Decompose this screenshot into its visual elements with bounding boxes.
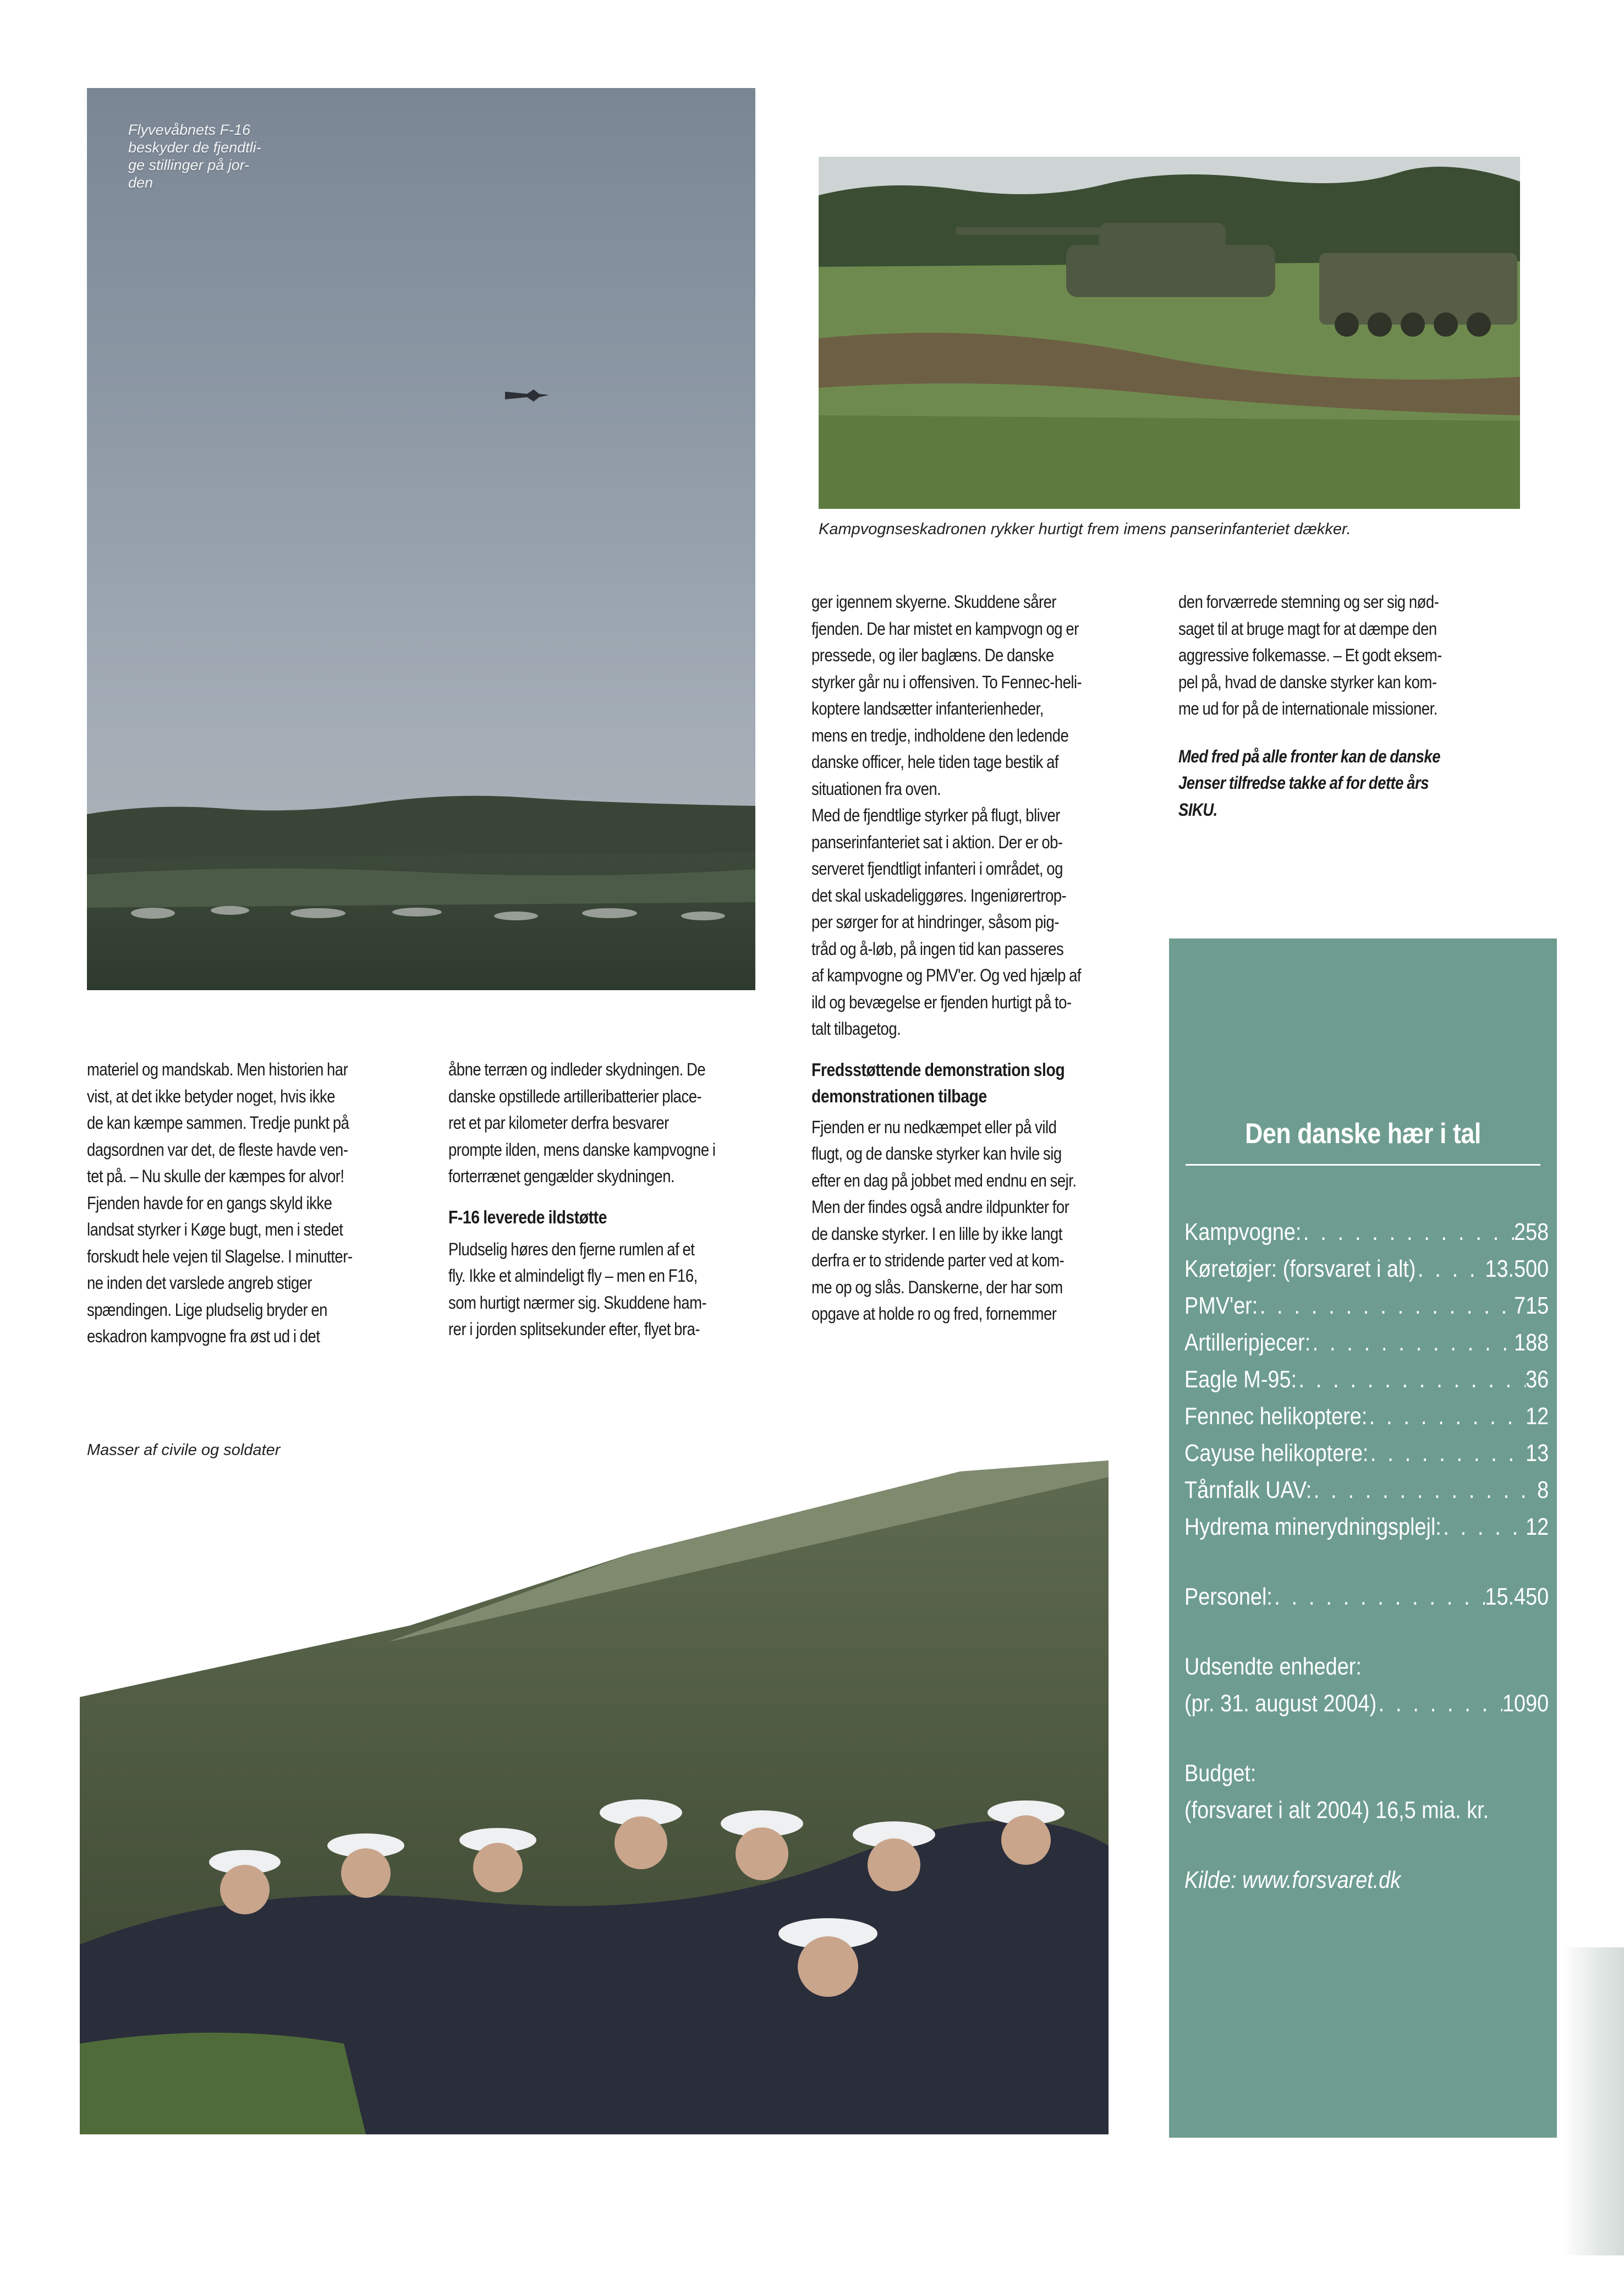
tanks-photo-caption: Kampvognseskadronen rykker hurtigt frem imens panserinfanteriet dækker. xyxy=(819,520,1351,538)
f16-photo xyxy=(87,88,755,990)
stats-list xyxy=(1184,1214,1549,1898)
tanks-photo xyxy=(819,157,1520,509)
stat-row: PMV'er: . . . 715 xyxy=(1184,1287,1549,1324)
crowd-photo-image xyxy=(80,1461,1109,2134)
f16-section-heading: F-16 leverede ildstøtte xyxy=(448,1206,607,1227)
page-edge-shadow xyxy=(1562,1947,1624,2255)
stat-row: Kampvogne: . . . 258 xyxy=(1184,1214,1549,1250)
closing-remark: Med fred på alle fronter kan de danske xyxy=(1178,746,1440,766)
article-column-4: den forværrede stemning og ser sig nød- saget til at bruge magt for at dæmpe den aggressive folkemasse. – Et godt eksem- pel på, hvad de danske styrker kan kom- me ud for på de internationale missioner. Med fred på alle fronter kan de danske Jenser tilfredse takke af for dette års SIKU. xyxy=(1178,589,1510,823)
stat-budget: Budget: (forsvaret i alt 2004) 16,5 mia. kr. xyxy=(1184,1760,1489,1824)
stat-row: Eagle M-95: . . . 36 xyxy=(1184,1361,1549,1398)
f16-photo-caption: Flyvevåbnets F-16 beskyder de fjendtli- ge stillinger på jor- den xyxy=(128,122,261,191)
article-column-2: åbne terræn og indleder skydningen. De danske opstillede artilleribatterier place- ret et par kilometer derfra besvarer prompte ilden, mens danske kampvogne i forterrænet gengælder skydningen. F-16 leverede ildstøtte Pludselig høres den fjerne rumlen af et fly. Ikke et almindeligt fly – men en F16, som hurtigt nærmer sig. Skuddene ham- rer i jorden splitsekunder efter, flyet bra- xyxy=(448,1056,765,1343)
stat-row: Artilleripjecer: . . . 188 xyxy=(1184,1324,1549,1361)
article-column-1: materiel og mandskab. Men historien har vist, at det ikke betyder noget, hvis ikke de kan kæmpe sammen. Tredje punkt på dagsordnen var det, de fleste havde ven- tet på. – Nu skulle der kæmpes for alvor! Fjenden havde for en gangs skyld ikke landsat styrker i Køge bugt, men i stedet forskudt hele vejen til Slagelse. I minutter- ne inden det varslede angreb stiger spændingen. Lige pludselig bryder en eskadron kampvogne fra øst ud i det xyxy=(87,1059,353,1346)
apc-silhouette xyxy=(1319,253,1517,337)
stat-deployed: Udsendte enheder: (pr. 31. august 2004) . . . 1090 xyxy=(1184,1648,1549,1722)
stat-row: Cayuse helikoptere: . . . 13 xyxy=(1184,1435,1549,1472)
demonstration-section-heading: Fredsstøttende demonstration slog demonstrationen tilbage xyxy=(811,1059,1065,1106)
article-column-3: ger igennem skyerne. Skuddene sårer fjenden. De har mistet en kampvogn og er pressede, og iler baglæns. De danske styrker går nu i offensiven. To Fennec-heli- koptere landsætter infanterienheder, mens en tredje, indholdene den ledende danske officer, hele tiden tage bestik af situationen fra oven. Med de fjendtlige styrker på flugt, bliver panserinfanteriet sat i aktion. Der er ob- serveret fjendtligt infanteri i området, og det skal uskadeliggøres. Ingeniørertrop- per sørger for at hindringer, såsom pig- tråd og å-løb, på ingen tid kan passeres af kampvogne og PMV'er. Og ved hjælp af ild og bevægelse er fjenden hurtigt på to- talt tilbagetog. Fredsstøttende demonstration slog demonstrationen tilbage Fjenden er nu nedkæmpet eller på vild flugt, og de danske styrker kan hvile sig efter en dag på jobbet med endnu en sejr. Men der findes også andre ildpunkter for de danske styrker. I en lille by ikke langt derfra er to stridende parter ved at kom- me op og slås. Danskerne, der har som opgave at holde ro og fred, fornemmer xyxy=(811,589,1133,1327)
army-stats-box xyxy=(1169,938,1557,2138)
crowd-photo xyxy=(80,1461,1109,2134)
crowd-photo-caption: Masser af civile og soldater xyxy=(87,1441,281,1459)
stat-row: Hydrema minerydningsplejl: . . . 12 xyxy=(1184,1508,1549,1545)
stats-title: Den danske hær i tal xyxy=(1245,1118,1481,1150)
stats-source: Kilde: www.forsvaret.dk xyxy=(1184,1866,1401,1893)
stat-row: Fennec helikoptere: . . . 12 xyxy=(1184,1398,1549,1435)
stat-personnel: Personel: . . . 15.450 xyxy=(1184,1578,1549,1615)
stat-row: Køretøjer: (forsvaret i alt) . . . 13.500 xyxy=(1184,1250,1549,1287)
tanks-photo-image xyxy=(819,157,1520,509)
f16-photo-image xyxy=(87,88,755,990)
stat-row: Tårnfalk UAV: . . . 8 xyxy=(1184,1472,1549,1508)
stats-divider xyxy=(1186,1164,1540,1166)
